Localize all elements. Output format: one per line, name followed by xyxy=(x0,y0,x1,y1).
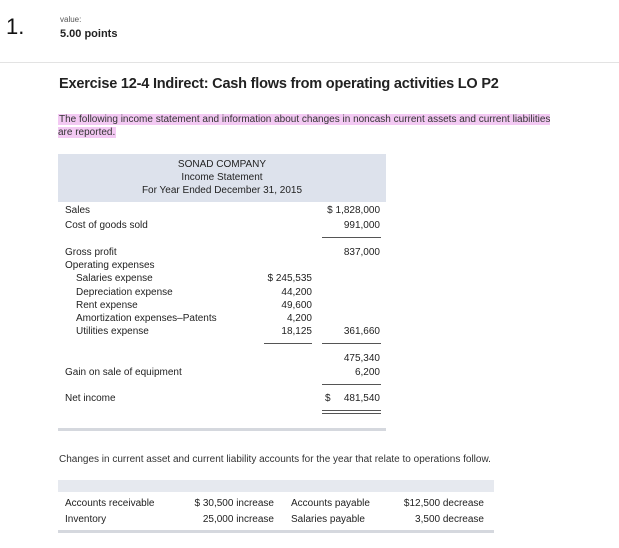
rule xyxy=(322,237,381,238)
subtotal-value: 475,340 xyxy=(343,353,380,364)
rule xyxy=(322,384,381,385)
changes-table-header xyxy=(58,480,494,492)
double-rule xyxy=(322,413,381,414)
gross-profit-value: 837,000 xyxy=(343,247,380,258)
points-value: 5.00 points xyxy=(60,28,118,40)
statement-name: Income Statement xyxy=(181,172,263,183)
divider xyxy=(0,62,619,63)
change-label: Salaries payable xyxy=(291,514,365,525)
cogs-label: Cost of goods sold xyxy=(65,220,148,231)
expense-value: 18,125 xyxy=(281,326,312,337)
rule xyxy=(264,343,312,344)
change-value: 25,000 increase xyxy=(202,514,274,525)
gain-value: 6,200 xyxy=(354,367,380,378)
expense-label: Salaries expense xyxy=(76,273,153,284)
expense-label: Depreciation expense xyxy=(76,287,173,298)
net-income-dollar: $ xyxy=(325,393,331,404)
expense-value: $ 245,535 xyxy=(267,273,312,284)
statement-period: For Year Ended December 31, 2015 xyxy=(141,185,303,196)
net-income-value: 481,540 xyxy=(343,393,380,404)
change-label: Accounts payable xyxy=(291,498,370,509)
operating-expenses-label: Operating expenses xyxy=(65,260,155,271)
change-value: $12,500 decrease xyxy=(403,498,484,509)
change-value: $ 30,500 increase xyxy=(194,498,274,509)
table-bottom-bar xyxy=(58,428,386,431)
rule xyxy=(322,343,381,344)
change-label: Accounts receivable xyxy=(65,498,155,509)
changes-table-bottom-bar xyxy=(58,530,494,533)
sales-value: $ 1,828,000 xyxy=(327,205,380,216)
expense-label: Utilities expense xyxy=(76,326,149,337)
net-income-label: Net income xyxy=(65,393,116,404)
exercise-intro xyxy=(58,113,556,139)
expense-label: Amortization expenses–Patents xyxy=(76,313,217,324)
sales-label: Sales xyxy=(65,205,91,216)
expense-label: Rent expense xyxy=(76,300,138,311)
change-label: Inventory xyxy=(65,514,107,525)
expense-value: 4,200 xyxy=(286,313,312,324)
gain-label: Gain on sale of equipment xyxy=(65,367,182,378)
expense-value: 44,200 xyxy=(281,287,312,298)
company-name: SONAD COMPANY xyxy=(177,159,267,170)
changes-text: Changes in current asset and current liability accounts for the year that relate to operations follow. xyxy=(59,454,491,465)
gross-profit-label: Gross profit xyxy=(65,247,117,258)
expense-value: 49,600 xyxy=(281,300,312,311)
cogs-value: 991,000 xyxy=(343,220,380,231)
change-value: 3,500 decrease xyxy=(415,514,484,525)
exercise-title: Exercise 12-4 Indirect: Cash flows from operating activities LO P2 xyxy=(59,76,499,92)
operating-expenses-total: 361,660 xyxy=(343,326,380,337)
intro-highlight: The following income statement and information about changes in noncash current assets and current liabilities are reported. xyxy=(58,114,551,138)
question-number: 1. xyxy=(6,14,25,39)
double-rule xyxy=(322,410,381,411)
value-label: value: xyxy=(60,15,82,24)
